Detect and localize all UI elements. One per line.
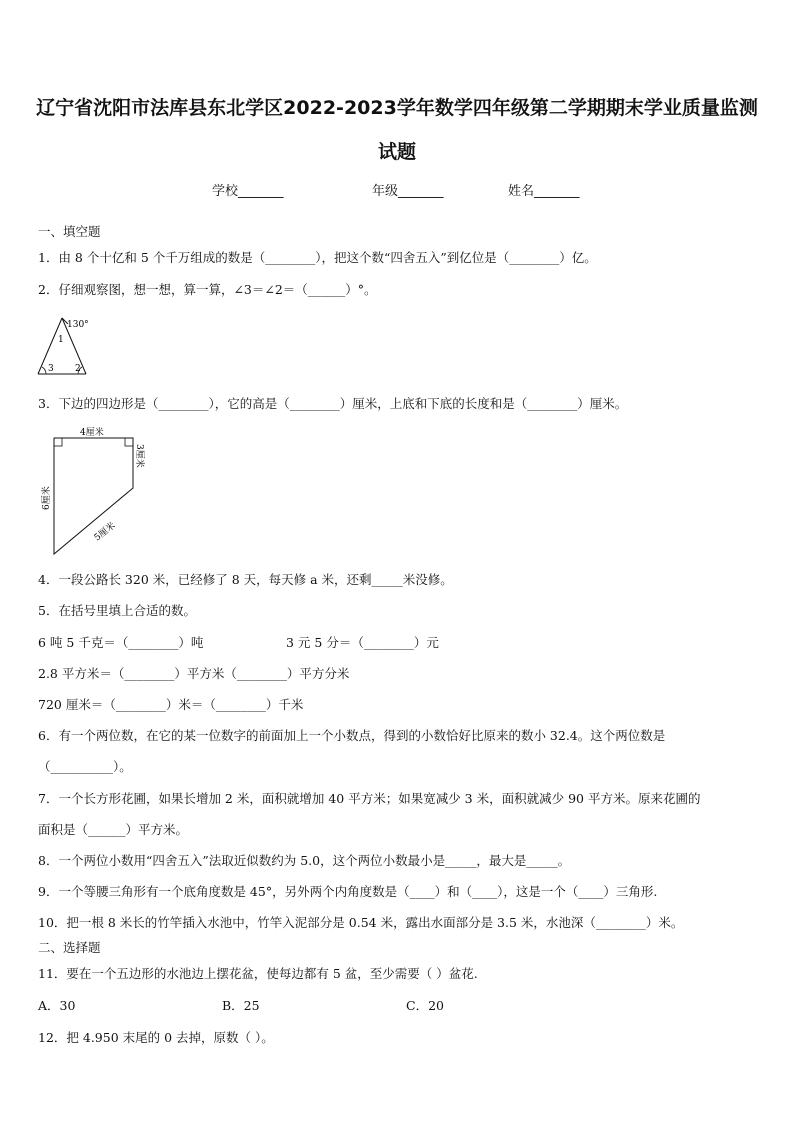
left-side-label: 6厘米 [42, 486, 52, 510]
question-5a: 6 吨 5 千克＝（________）吨 [38, 635, 204, 650]
question-9: 9．一个等腰三角形有一个底角度数是 45°，另外两个内角度数是（____）和（____），这是一个（____）三角形. [38, 884, 658, 899]
school-field: 学校_______ [212, 184, 284, 199]
angle-1-label: 1 [58, 335, 64, 345]
question-11: 11．要在一个五边形的水池边上摆花盆，使每边都有 5 盆，至少需要（ ）盆花. [38, 966, 478, 981]
question-11-option-b: B．25 [222, 998, 260, 1013]
question-11-option-c: C．20 [406, 998, 444, 1013]
question-1: 1．由 8 个十亿和 5 个千万组成的数是（________），把这个数“四舍五入”到亿位是（________）亿。 [38, 250, 597, 265]
name-field: 姓名_______ [508, 184, 580, 199]
question-3: 3．下边的四边形是（________），它的高是（________）厘米，上底和下底的长度和是（________）厘米。 [38, 396, 628, 411]
question-11-option-a: A．30 [38, 998, 76, 1013]
title-line-2: 试题 [377, 141, 416, 163]
slant-side-label: 5厘米 [92, 520, 118, 544]
question-5: 5．在括号里填上合适的数。 [38, 603, 196, 618]
title-line-1: 辽宁省沈阳市法库县东北学区2022-2023学年数学四年级第二学期期末学业质量监测 [36, 97, 758, 119]
question-10: 10．把一根 8 米长的竹竿插入水池中，竹竿入泥部分是 0.54 米，露出水面部分是 3.5 米，水池深（________）米。 [38, 915, 684, 930]
triangle-figure [34, 312, 104, 380]
question-5b: 3 元 5 分＝（________）元 [286, 635, 439, 650]
trapezoid-figure [36, 424, 156, 558]
section-choice: 二、选择题 [38, 940, 101, 955]
question-2: 2．仔细观察图，想一想，算一算，∠3＝∠2＝（______）°。 [38, 282, 377, 297]
question-8: 8．一个两位小数用“四舍五入”法取近似数约为 5.0，这个两位小数最小是_____，最大是_____。 [38, 853, 571, 868]
angle-3-label: 3 [48, 364, 54, 374]
right-side-label: 3厘米 [134, 444, 144, 468]
question-12: 12．把 4.950 末尾的 0 去掉，原数（ ）。 [38, 1030, 274, 1045]
question-7-line-2: 面积是（______）平方米。 [38, 822, 189, 837]
question-7-line-1: 7．一个长方形花圃，如果长增加 2 米，面积就增加 40 平方米；如果宽减少 3 米，面积就减少 90 平方米。原来花圃的 [38, 791, 701, 806]
grade-field: 年级_______ [372, 184, 444, 199]
section-fill-in: 一、填空题 [38, 224, 101, 239]
question-5d: 720 厘米＝（________）米＝（________）千米 [38, 697, 304, 712]
question-5c: 2.8 平方米＝（________）平方米（________）平方分米 [38, 666, 350, 681]
exam-title [30, 86, 764, 174]
angle-130-label: 130° [67, 320, 89, 330]
question-6-line-1: 6．有一个两位数，在它的某一位数字的前面加上一个小数点，得到的小数恰好比原来的数小 32.4。这个两位数是 [38, 728, 666, 743]
question-4: 4．一段公路长 320 米，已经修了 8 天，每天修 a 米，还剩_____米没修。 [38, 572, 453, 587]
top-side-label: 4厘米 [80, 428, 104, 438]
angle-2-label: 2 [75, 364, 81, 374]
question-6-line-2: （__________）。 [38, 759, 132, 774]
